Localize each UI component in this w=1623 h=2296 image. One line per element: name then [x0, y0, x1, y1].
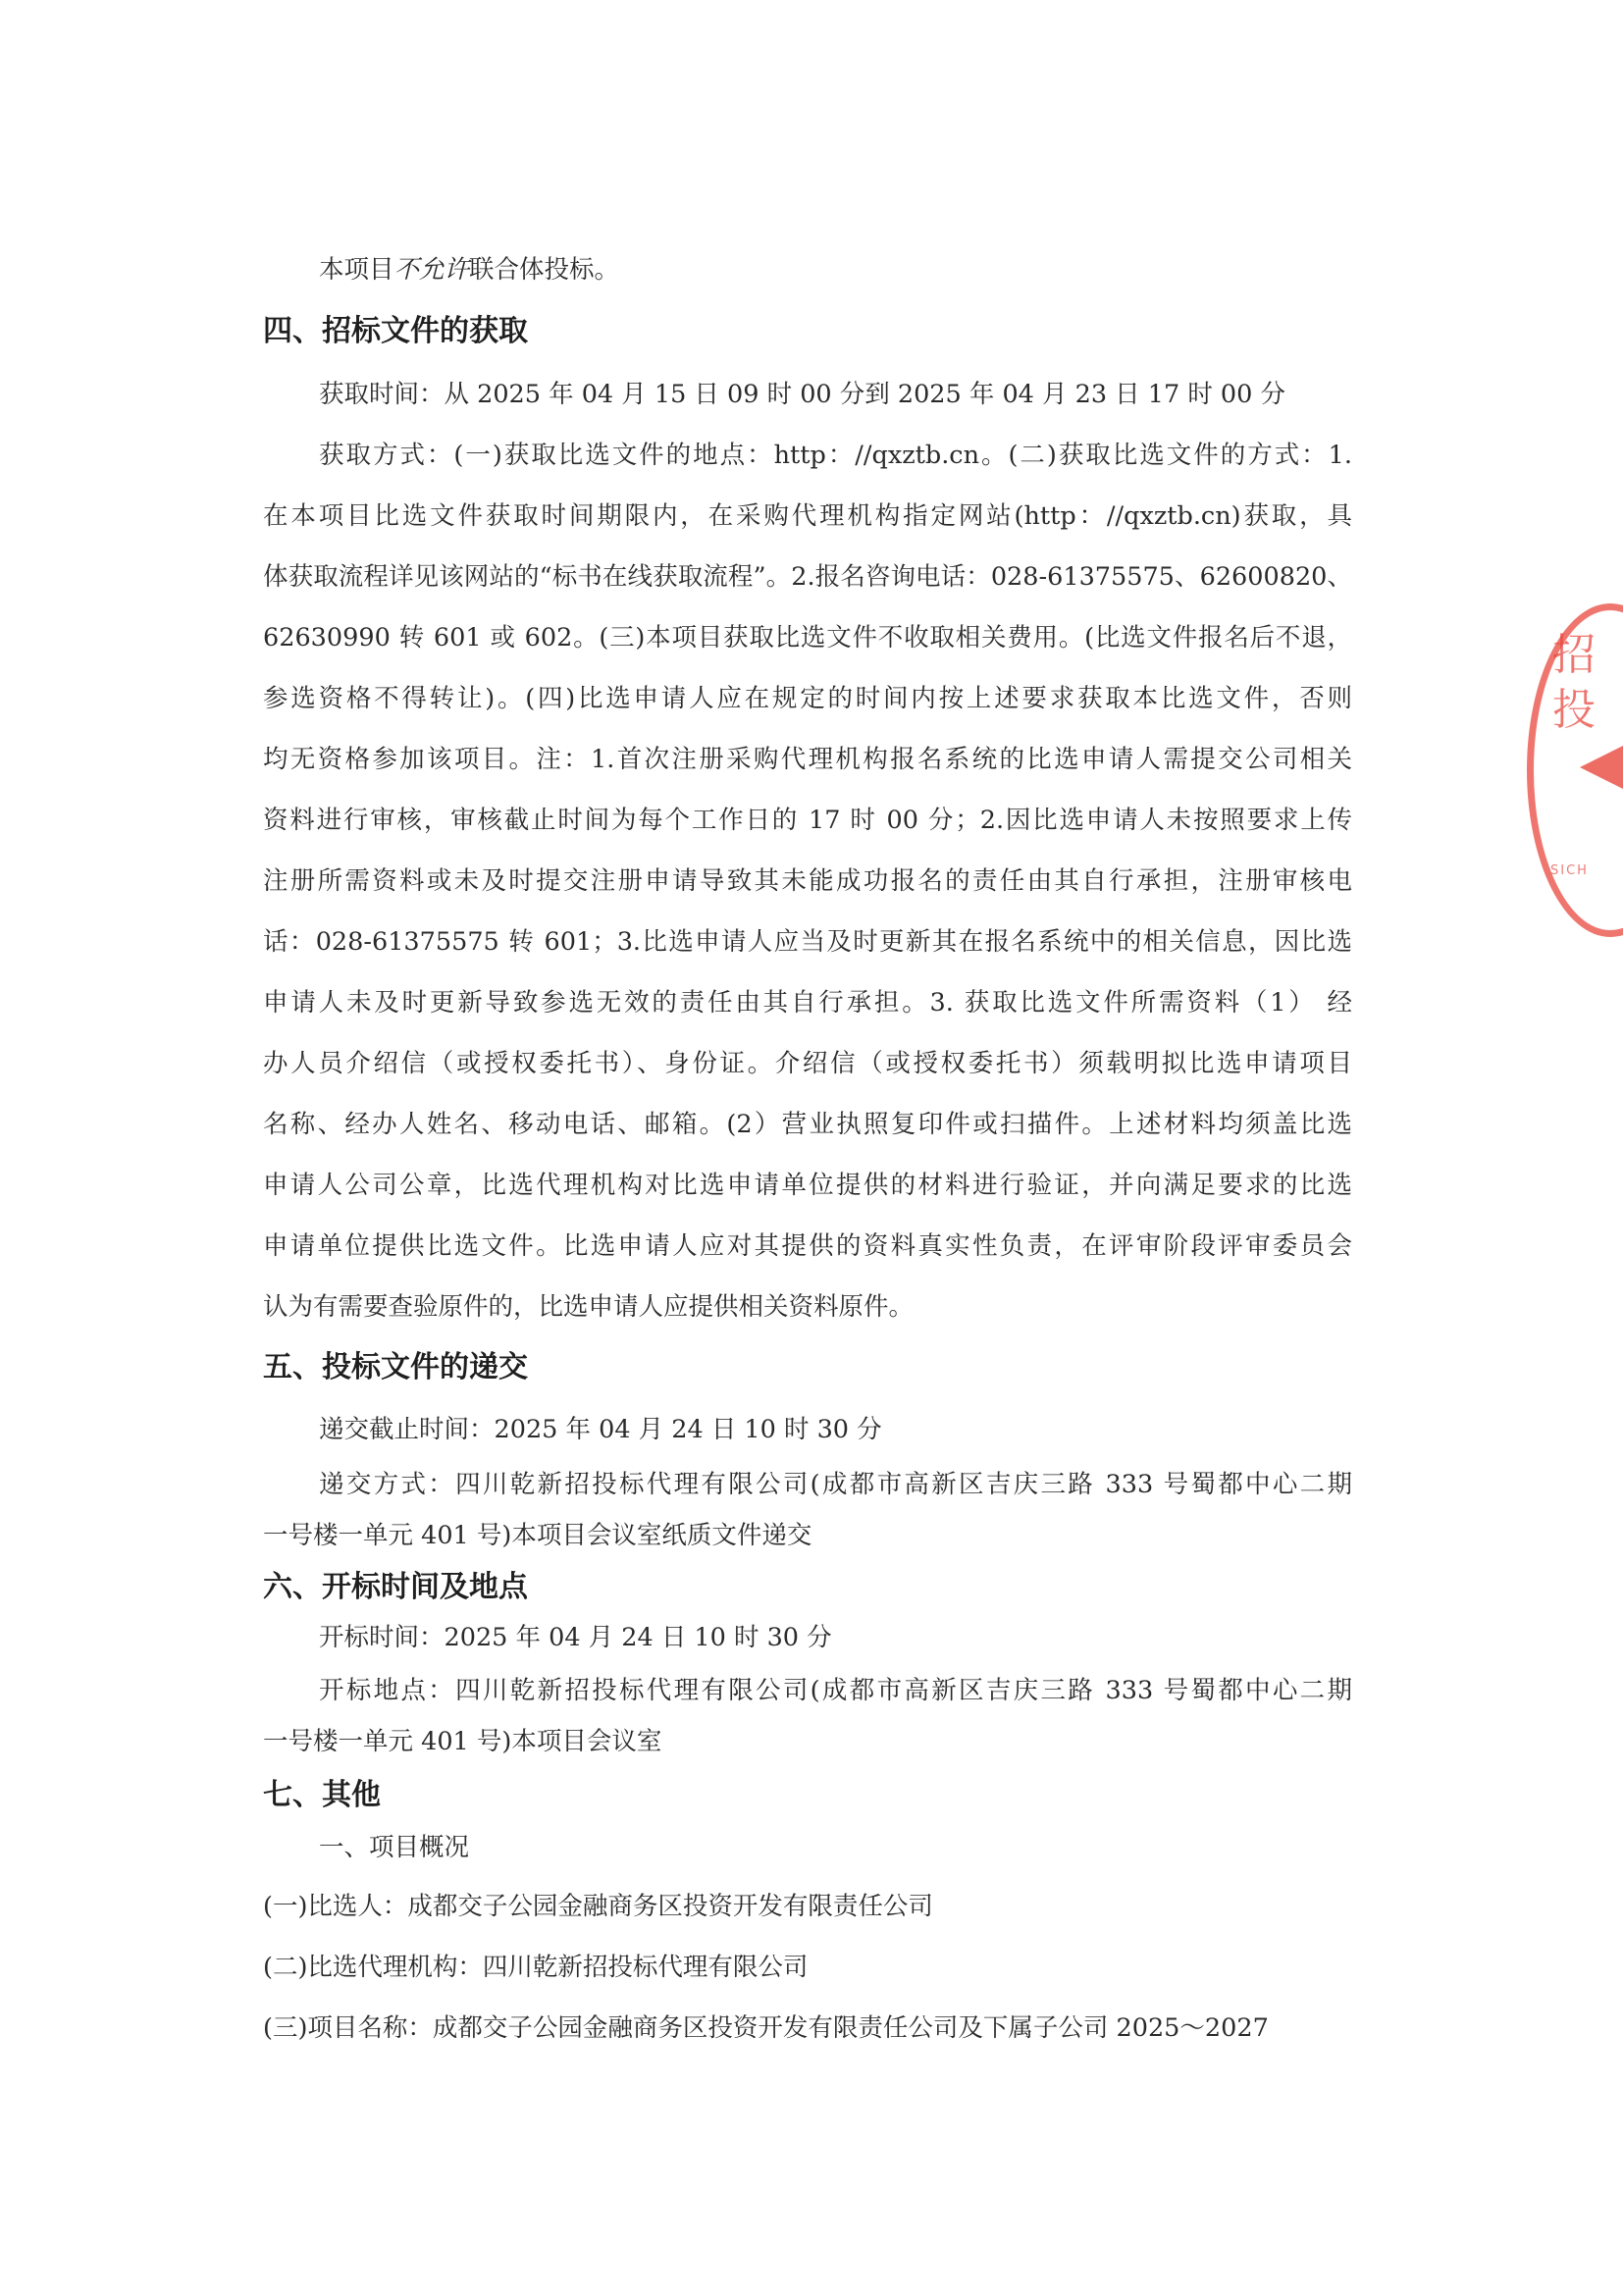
section5-method-line: 递交方式：四川乾新招投标代理有限公司(成都市高新区吉庆三路 333 号蜀都中心二期 [319, 1470, 1352, 1499]
section6-place-line: 一号楼一单元 401 号)本项目会议室 [263, 1727, 662, 1756]
section5-heading: 五、投标文件的递交 [263, 1350, 528, 1384]
section4-method-line: 资料进行审核，审核截止时间为每个工作日的 17 时 00 分；2.因比选申请人未按照要求上传 [263, 806, 1352, 835]
section4-method-line: 名称、经办人姓名、移动电话、邮箱。(2）营业执照复印件或扫描件。上述材料均须盖比选 [263, 1110, 1352, 1139]
section5-deadline: 递交截止时间：2025 年 04 月 24 日 10 时 30 分 [319, 1415, 882, 1444]
intro-emphasis: 不允许 [393, 255, 470, 285]
section4-method-line: 话：028-61375575 转 601；3.比选申请人应当及时更新其在报名系统中的相关信息，因比选 [263, 927, 1352, 957]
section4-method-line: 62630990 转 601 或 602。(三)本项目获取比选文件不收取相关费用。(比选文件报名后不退， [263, 623, 1352, 652]
section4-method-line: 办人员介绍信（或授权委托书）、身份证。介绍信（或授权委托书）须载明拟比选申请项目 [263, 1049, 1352, 1078]
section4-method-line: 参选资格不得转让)。(四)比选申请人应在规定的时间内按上述要求获取本比选文件，否则 [263, 684, 1352, 713]
company-seal-small-text: SICH [1550, 863, 1589, 878]
section6-time: 开标时间：2025 年 04 月 24 日 10 时 30 分 [319, 1623, 832, 1652]
section4-method-line: 注册所需资料或未及时提交注册申请导致其未能成功报名的责任由其自行承担，注册审核电 [263, 866, 1352, 896]
section4-time: 获取时间：从 2025 年 04 月 15 日 09 时 00 分到 2025 年 04 月 23 日 17 时 00 分 [319, 380, 1285, 409]
section4-method-line: 申请单位提供比选文件。比选申请人应对其提供的资料真实性负责，在评审阶段评审委员会 [263, 1231, 1352, 1261]
section7-item: (一)比选人：成都交子公园金融商务区投资开发有限责任公司 [263, 1892, 933, 1921]
section4-method-line: 均无资格参加该项目。注：1.首次注册采购代理机构报名系统的比选申请人需提交公司相关 [263, 745, 1352, 774]
section4-method-line: 体获取流程详见该网站的“标书在线获取流程”。2.报名咨询电话：028-61375575、62600820、 [263, 562, 1352, 592]
section4-method-line: 获取方式：(一)获取比选文件的地点：http：//qxztb.cn。(二)获取比选文件的方式：1. [319, 441, 1352, 470]
section7-subtitle: 一、项目概况 [319, 1833, 470, 1862]
section5-method-line: 一号楼一单元 401 号)本项目会议室纸质文件递交 [263, 1521, 812, 1550]
seal-star-icon [1580, 746, 1623, 789]
company-seal-text: 招投 [1552, 630, 1596, 735]
section4-method-line: 申请人公司公章，比选代理机构对比选申请单位提供的材料进行验证，并向满足要求的比选 [263, 1171, 1352, 1200]
section6-heading: 六、开标时间及地点 [263, 1570, 528, 1604]
section7-heading: 七、其他 [263, 1778, 381, 1812]
intro-line: 本项目不允许联合体投标。 [319, 255, 620, 285]
section4-method-line: 认为有需要查验原件的，比选申请人应提供相关资料原件。 [263, 1292, 915, 1322]
section7-item: (二)比选代理机构：四川乾新招投标代理有限公司 [263, 1953, 809, 1982]
section4-method-line: 在本项目比选文件获取时间期限内，在采购代理机构指定网站(http：//qxztb.cn)获取，具 [263, 501, 1352, 531]
section4-heading: 四、招标文件的获取 [263, 314, 528, 348]
section7-item: (三)项目名称：成都交子公园金融商务区投资开发有限责任公司及下属子公司 2025～2027 [263, 2013, 1269, 2043]
section4-method-line: 申请人未及时更新导致参选无效的责任由其自行承担。3. 获取比选文件所需资料（1） 经 [263, 988, 1352, 1018]
section6-place-line: 开标地点：四川乾新招投标代理有限公司(成都市高新区吉庆三路 333 号蜀都中心二期 [319, 1676, 1352, 1705]
